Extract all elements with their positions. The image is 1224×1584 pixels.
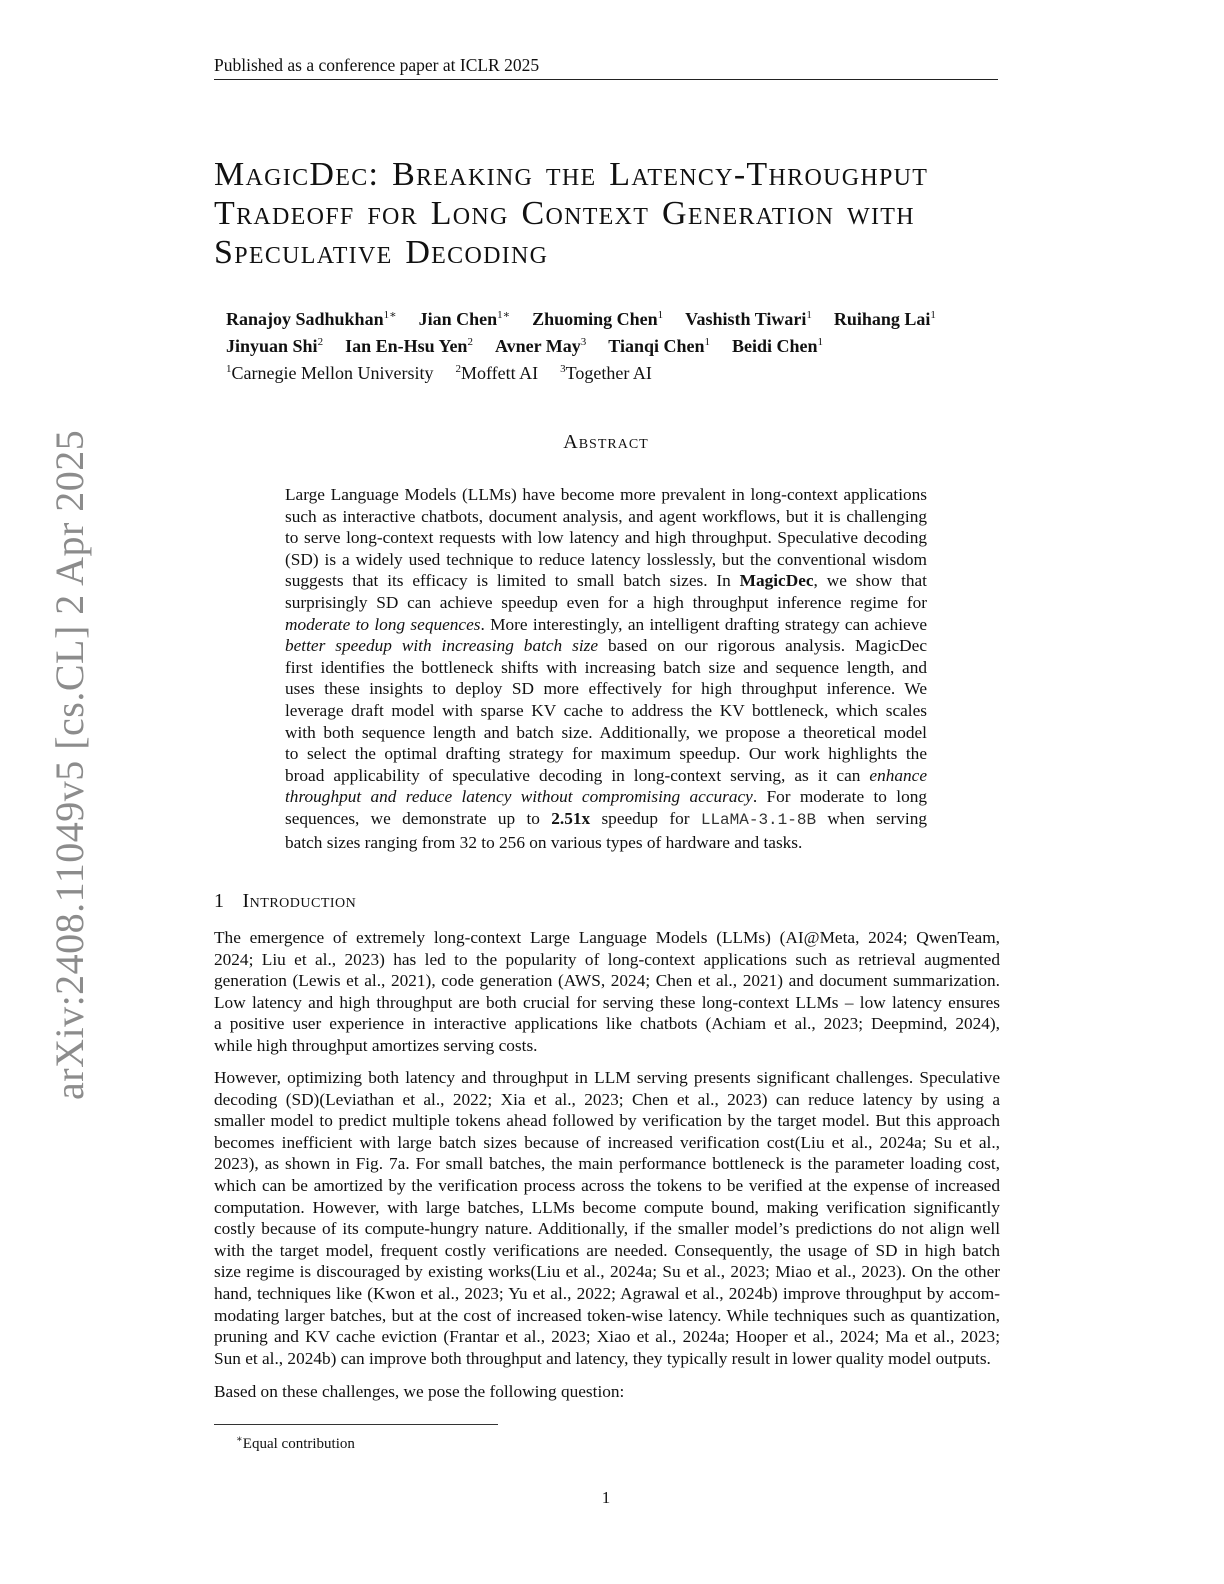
abstract-line: moderate to long sequences. More interestingly, an intelligent drafting strategy can achieve bbox=[285, 614, 927, 634]
paragraph-line: a positive user experience in interactive applications like chatbots (Achiam et al., 2023; Deepmind, 2024), bbox=[214, 1014, 1000, 1034]
paragraph-line: Sun et al., 2024b) can improve both throughput and latency, they typically result in lower quality model outputs. bbox=[214, 1348, 991, 1368]
affiliation: $^2$Moffett AI bbox=[455, 363, 539, 383]
paragraph-line: 2024; Liu et al., 2023) has led to the popularity of long-context applications such as retrieval augmented bbox=[214, 949, 1000, 969]
abstract-line: first identifies the bottleneck shifts with increasing batch size and sequence length, and bbox=[285, 657, 927, 677]
affiliation: $^1$Carnegie Mellon University bbox=[226, 363, 434, 383]
abstract-line: (SD) is a widely used technique to reduce latency losslessly, but the conventional wisdom bbox=[285, 549, 927, 569]
paragraph-line: pruning and KV cache eviction (Frantar et al., 2023; Xiao et al., 2024a; Hooper et al., 2024; Ma et al., 2023; bbox=[214, 1327, 1000, 1347]
paragraph bbox=[214, 1067, 1000, 1369]
footnote bbox=[236, 1430, 355, 1454]
paragraph-line: smaller model to predict multiple tokens ahead followed by verification by the target model. But this approach bbox=[214, 1111, 1000, 1131]
title-line: MagicDec: Breaking the Latency-Throughput bbox=[214, 156, 929, 193]
paragraph-line: generation (Lewis et al., 2021), code generation (AWS, 2024; Chen et al., 2021) and document summarization. bbox=[214, 971, 1000, 991]
paragraph-line: costly because of its compute-hungry nature. Additionally, if the smaller model’s predictions do not align well bbox=[214, 1219, 1000, 1239]
abstract-line: Large Language Models (LLMs) have become more prevalent in long-context applications bbox=[285, 485, 927, 504]
footnote-mark: ∗ bbox=[236, 1434, 243, 1445]
paragraph-line: size regime is discouraged by existing works(Liu et al., 2024a; Su et al., 2023; Miao et al., 2023). On the other bbox=[214, 1262, 1000, 1282]
model-name-code: LLaMA-3.1-8B bbox=[700, 810, 817, 829]
author: Ruihang Lai$^1$ bbox=[833, 309, 936, 329]
author: Vashisth Tiwari$^1$ bbox=[685, 309, 812, 329]
author: Jinyuan Shi$^2$ bbox=[226, 336, 324, 356]
author: Beidi Chen$^1$ bbox=[732, 336, 824, 356]
footnote-text: Equal contribution bbox=[242, 1436, 355, 1452]
abstract-line: surprisingly SD can achieve speedup even for a high throughput inference regime for bbox=[285, 592, 927, 612]
paragraph bbox=[214, 927, 1000, 1057]
author: Ranajoy Sadhukhan$^{1∗}$ bbox=[226, 309, 397, 329]
author-block bbox=[226, 304, 1016, 385]
abstract-line: uses these insights to deploy SD more effectively for high throughput inference. We bbox=[285, 679, 927, 699]
author: Avner May$^3$ bbox=[494, 336, 587, 356]
paper-title bbox=[214, 155, 1004, 272]
abstract-text bbox=[285, 484, 927, 853]
paragraph-line: computation. However, with large batches, LLMs become compute bound, making verification significantly bbox=[214, 1197, 1000, 1217]
abstract-line: sequences, we demonstrate up to 2.51x speedup for LLaMA-3.1-8B when serving bbox=[285, 808, 927, 829]
paragraph-line: which can be amortized by the verification process across the tokens to be verified at the expense of increased bbox=[214, 1175, 1000, 1195]
paragraph bbox=[214, 1381, 1000, 1403]
abstract-line: such as interactive chatbots, document analysis, and agent workflows, but it is challenging bbox=[285, 506, 927, 526]
title-line: Tradeoff for Long Context Generation with bbox=[214, 195, 915, 232]
running-header: Published as a conference paper at ICLR 2025 bbox=[214, 54, 998, 80]
abstract-line: to serve long-context requests with low latency and high throughput. Speculative decoding bbox=[285, 528, 927, 548]
affiliation: $^3$Together AI bbox=[560, 363, 652, 383]
paragraph-line: However, optimizing both latency and throughput in LLM serving presents significant challenges. Speculative bbox=[214, 1068, 1000, 1087]
abstract-line: suggests that its efficacy is limited to small batch sizes. In MagicDec, we show that bbox=[285, 571, 927, 591]
abstract-line: better speedup with increasing batch size based on our rigorous analysis. MagicDec bbox=[285, 636, 927, 656]
author: Tianqi Chen$^1$ bbox=[608, 336, 710, 356]
author: Ian En-Hsu Yen$^2$ bbox=[345, 336, 473, 356]
section-heading bbox=[214, 890, 356, 913]
paragraph-line: with the target model, frequent costly verifications are needed. Consequently, the usage of SD in high batch bbox=[214, 1240, 1000, 1260]
footnote-divider bbox=[214, 1424, 498, 1425]
abstract-line: throughput and reduce latency without compromising accuracy. For moderate to long bbox=[285, 787, 927, 807]
title-line: Speculative Decoding bbox=[214, 234, 549, 271]
paragraph-line: hand, techniques like (Kwon et al., 2023; Yu et al., 2022; Agrawal et al., 2024b) improve throughput by accom- bbox=[214, 1283, 1000, 1303]
paragraph-line: becomes inefficient with large batch sizes because of increased verification cost(Liu et al., 2024a; Su et al., bbox=[214, 1132, 1000, 1152]
abstract-line: to select the optimal drafting strategy for maximum speedup. Our work highlights the bbox=[285, 744, 927, 764]
author: Jian Chen$^{1∗}$ bbox=[418, 309, 511, 329]
abstract-line: leverage draft model with sparse KV cache to address the KV bottleneck, which scales bbox=[285, 700, 927, 720]
paragraph-line: modating larger batches, but at the cost of increased token-wise latency. While techniques such as quantization, bbox=[214, 1305, 1000, 1325]
author-row bbox=[226, 304, 1016, 331]
section-title: Introduction bbox=[242, 890, 357, 912]
author-row bbox=[226, 331, 1016, 358]
paragraph-line: decoding (SD)(Leviathan et al., 2022; Xia et al., 2023; Chen et al., 2023) can reduce latency by using a bbox=[214, 1089, 1000, 1109]
abstract-line: broad applicability of speculative decoding in long-context serving, as it can enhance bbox=[285, 765, 927, 785]
arxiv-identifier-stamp: arXiv:2408.11049v5 [cs.CL] 2 Apr 2025 bbox=[47, 429, 92, 1100]
paragraph-line: Low latency and high throughput are both crucial for serving these long-context LLMs – low latency ensures bbox=[214, 992, 1000, 1012]
section-number: 1 bbox=[214, 890, 225, 912]
abstract-heading: Abstract bbox=[563, 431, 649, 453]
affiliation-row bbox=[226, 358, 1016, 385]
author: Zhuoming Chen$^1$ bbox=[532, 309, 664, 329]
page-number: 1 bbox=[601, 1488, 611, 1507]
paragraph-line: while high throughput amortizes serving costs. bbox=[214, 1035, 538, 1055]
paragraph-line: The emergence of extremely long-context Large Language Models (LLMs) (AI@Meta, 2024; QwenTeam, bbox=[214, 928, 1000, 947]
paragraph-line: Based on these challenges, we pose the following question: bbox=[214, 1382, 625, 1401]
paragraph-line: 2023), as shown in Fig. 7a. For small batches, the main performance bottleneck is the parameter loading cost, bbox=[214, 1154, 1000, 1174]
abstract-line: with both sequence length and batch size. Additionally, we propose a theoretical model bbox=[285, 722, 927, 742]
abstract-line: batch sizes ranging from 32 to 256 on various types of hardware and tasks. bbox=[285, 832, 803, 852]
